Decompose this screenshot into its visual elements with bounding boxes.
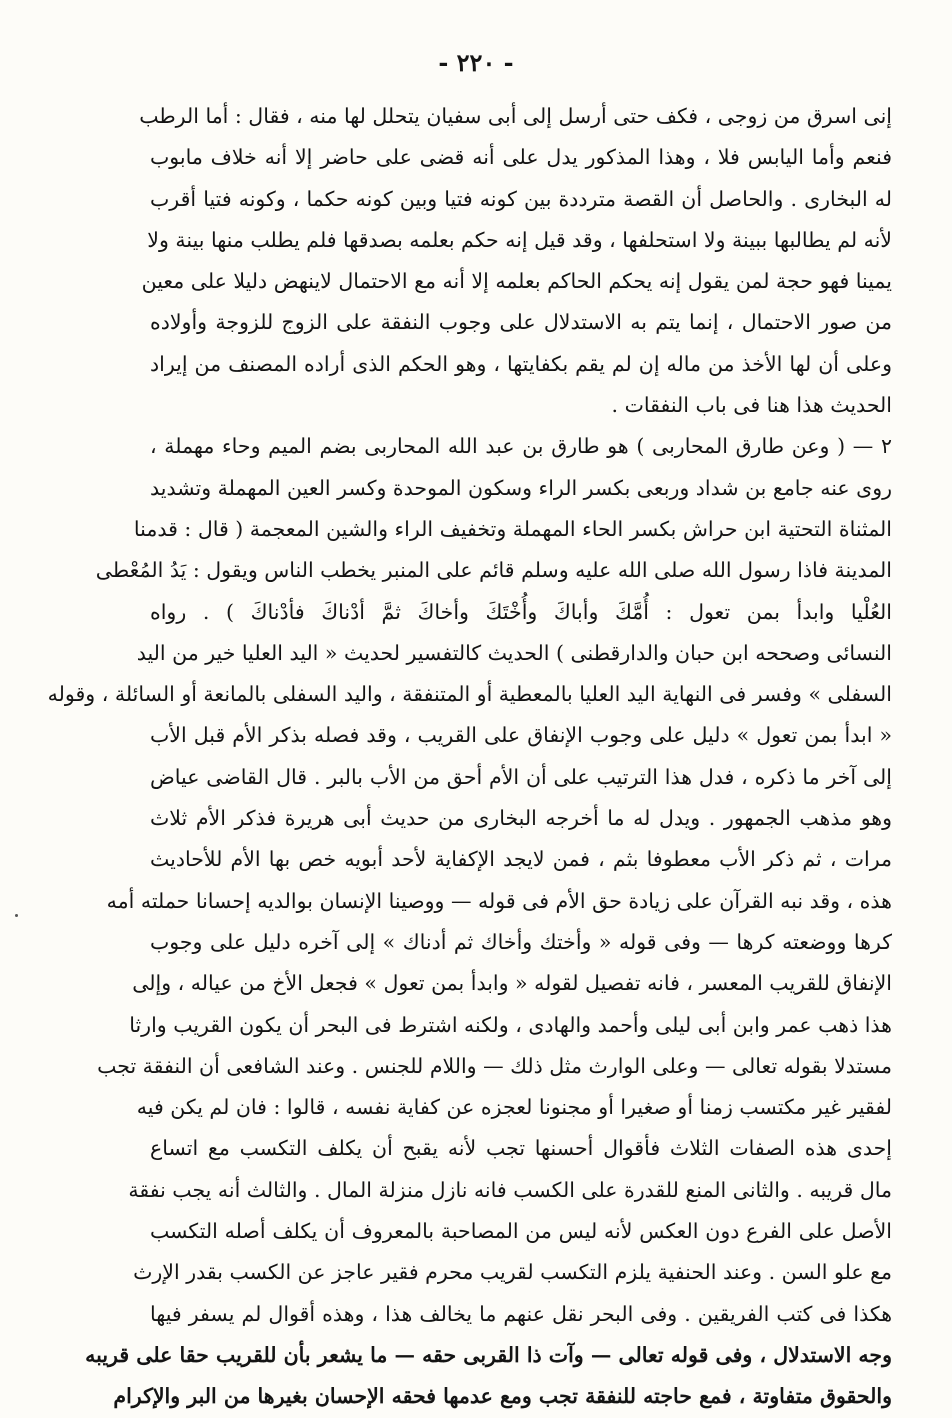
text-line: هكذا فى كتب الفريقين . وفى البحر نقل عنهم ما يخالف هذا ، وهذه أقوال لم يسفر فيها [150,1301,892,1326]
text-line: المثناة التحتية ابن حراش بكسر الحاء المهملة وتخفيف الراء والشين المعجمة ( قال : قدمنا [133,516,892,541]
page-number: - ٢٢٠ - [438,48,514,77]
text-line: النسائى وصححه ابن حبان والدارقطنى ) الحديث كالتفسير لحديث « اليد العليا خير من اليد [136,640,892,665]
text-line: الأصل على الفرع دون العكس لأنه ليس من المصاحبة بالمعروف أن يكلف أصله التكسب [150,1219,892,1244]
text-line: إنى اسرق من زوجى ، فكف حتى أرسل إلى أبى سفيان يتحلل لها منه ، فقال : أما الرطب [139,104,892,128]
text-line: وجه الاستدلال ، وفى قوله تعالى — وآت ذا القربى حقه — ما يشعر بأن للقريب حقا على قريبه [85,1342,892,1367]
text-line: هذا ذهب عمر وابن أبى ليلى وأحمد والهادى ، ولكنه اشترط فى البحر أن يكون القريب وارثا [129,1012,892,1037]
page-body [47,96,892,1418]
text-line: وعلى أن لها الأخذ من ماله إن لم يقم بكفايتها ، وهو الحكم الذى أراده المصنف من إيراد [150,351,892,376]
text-line: مرات ، ثم ذكر الأب معطوفا بثم ، فمن لايجد الإكفاية لأحد أبويه خص بها الأم للأحاديث [150,847,892,872]
text-line: كرها ووضعته كرها — وفى قوله « وأختك وأخاك ثم أدناك » إلى آخره دليل على وجوب [150,929,892,954]
text-line: السفلى » وفسر فى النهاية اليد العليا بالمعطية أو المتنفقة ، واليد السفلى بالمانعة أو السائلة ، وقوله [47,682,892,707]
scan-speck [15,914,18,917]
text-line: والحقوق متفاوتة ، فمع حاجته للنفقة تجب ومع عدمها فحقه الإحسان بغيرها من البر والإكرام [113,1384,892,1409]
text-line: وهو مذهب الجمهور . ويدل له ما أخرجه البخارى من حديث أبى هريرة فذكر الأم ثلاث [150,806,892,831]
text-line: لفقير غير مكتسب زمنا أو صغيرا أو مجنونا لعجزه عن كفاية نفسه ، قالوا : فان لم يكن فيه [136,1095,892,1120]
text-line: « ابدأ بمن تعول » دليل على وجوب الإنفاق على القريب ، وقد فصله بذكر الأم قبل الأب [150,723,892,748]
text-line: فنعم وأما اليابس فلا ، وهذا المذكور يدل على أنه قضى على حاضر إلا أنه خلاف مابوب [150,145,892,170]
text-line: من صور الاحتمال ، إنما يتم به الاستدلال على وجوب النفقة على الزوج للزوجة وأولاده [150,310,892,335]
text-line-paragraph-end: الحديث هذا هنا فى باب النفقات . [611,393,892,418]
text-line: مع علو السن . وعند الحنفية يلزم التكسب لقريب محرم فقير عاجز عن الكسب بقدر الإرث [133,1260,892,1285]
text-line: لأنه لم يطالبها ببينة ولا استحلفها ، وقد قيل إنه حكم بعلمه بصدقها فلم يطلب منها بينة ولا [147,227,892,252]
text-line: إلى آخر ما ذكره ، فدل هذا الترتيب على أن الأم أحق من الأب بالبر . قال القاضى عياض [150,764,892,789]
text-line: هذه ، وقد نبه القرآن على زيادة حق الأم فى قوله — ووصينا الإنسان بوالديه إحسانا حملته أمه [106,888,892,913]
text-line: العُلْيا وابدأ بمن تعول : أُمَّكَ وأباكَ وأُخْتَكَ وأخاكَ ثمَّ أدْناكَ فأدْناكَ ) . رواه [150,599,892,624]
text-line: إحدى هذه الصفات الثلاث فأقوال أحسنها تجب لأنه يقبح أن يكلف التكسب مع اتساع [150,1136,892,1161]
text-line: الإنفاق للقريب المعسر ، فانه تفصيل لقوله « وابدأ بمن تعول » فجعل الأخ من عياله ، وإلى [132,971,892,996]
text-line: له البخارى . والحاصل أن القصة مترددة بين كونه فتيا وبين كونه حكما ، وكونه فتيا أقرب [150,186,892,211]
text-line: مستدلا بقوله تعالى — وعلى الوارث مثل ذلك — واللام للجنس . وعند الشافعى أن النفقة تجب [97,1053,892,1078]
text-line: المدينة فاذا رسول الله صلى الله عليه وسلم قائم على المنبر يخطب الناس ويقول : يَدُ المُعْطى [95,558,892,583]
text-line: يمينا فهو حجة لمن يقول إنه يحكم الحاكم بعلمه إلا أنه مع الاحتمال لاينهض دليلا على معين [141,269,892,294]
text-line: مال قريبه . والثانى المنع للقدرة على الكسب فانه نازل منزلة المال . والثالث أنه يجب نفقة [128,1177,892,1202]
text-line: روى عنه جامع بن شداد وربعى بكسر الراء وسكون الموحدة وكسر العين المهملة وتشديد [149,475,892,500]
text-line-hadith-heading: ٢ — ( وعن طارق المحاربى ) هو طارق بن عبد الله المحاربى بضم الميم وحاء مهملة ، [150,434,892,459]
